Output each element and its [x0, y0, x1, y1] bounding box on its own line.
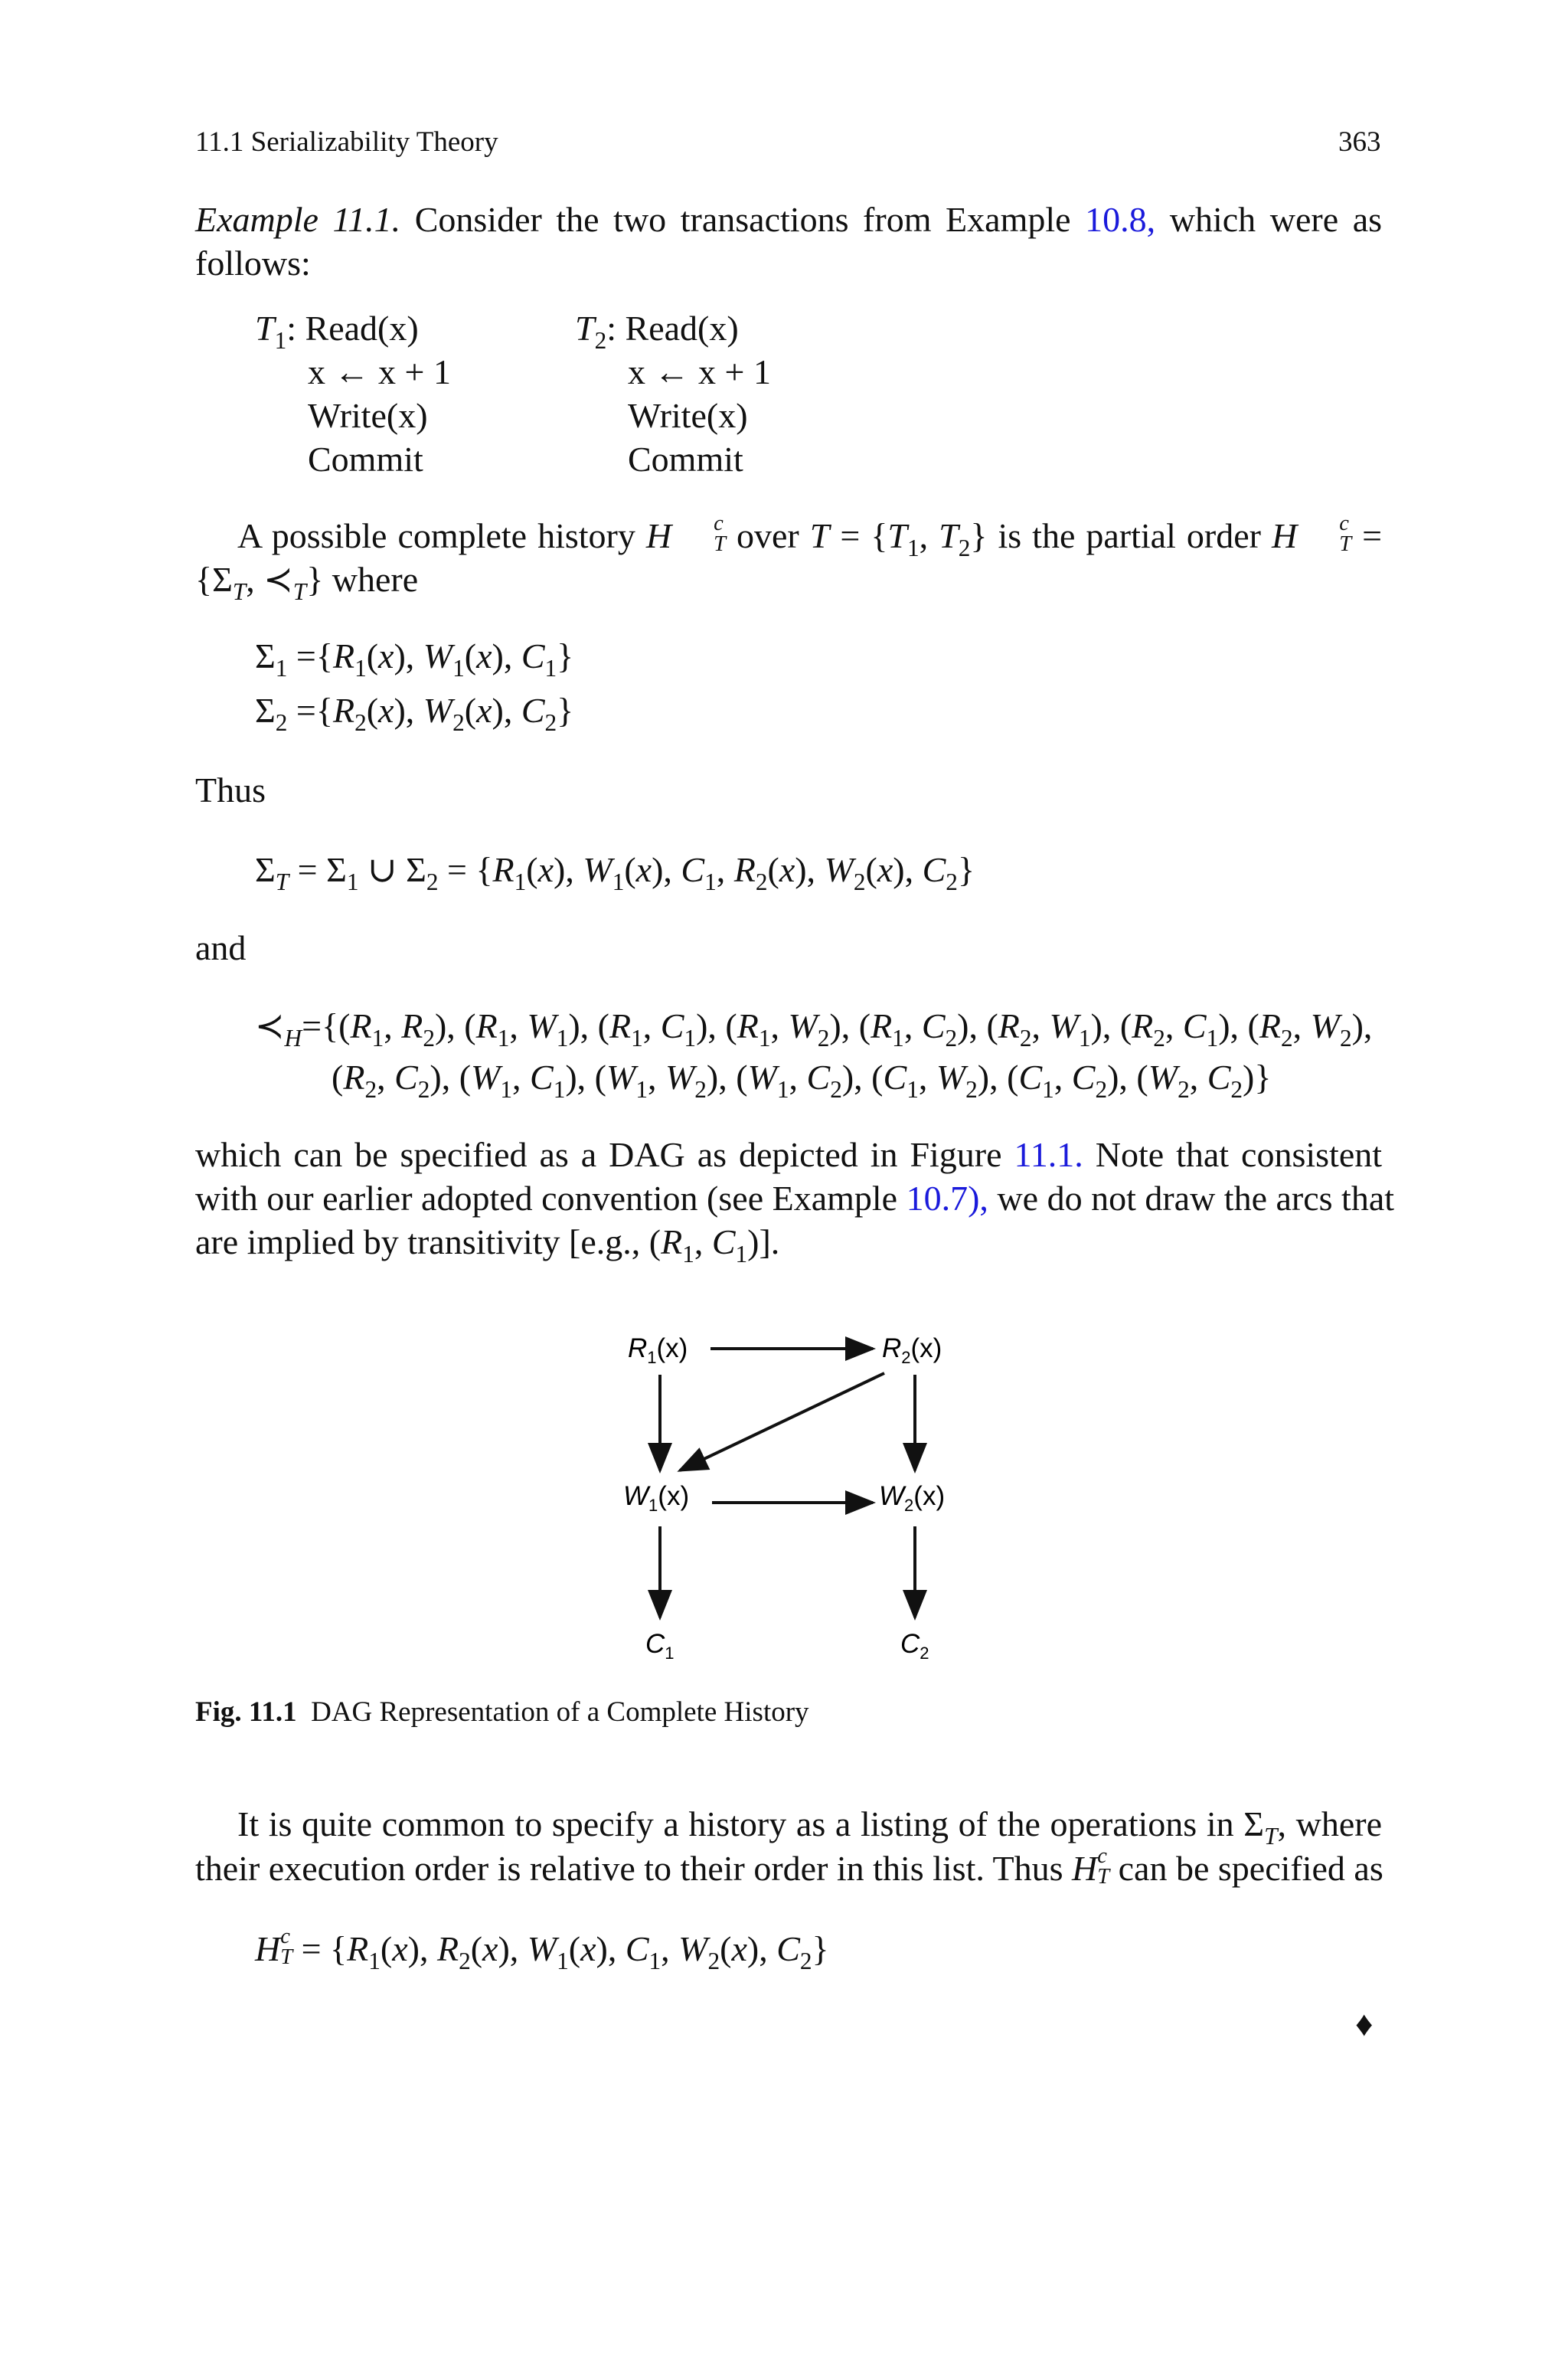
t2-line-write: Write(x) [628, 396, 748, 435]
example-intro-text: Consider the two transactions from Example [414, 200, 1071, 239]
running-header-section: 11.1 Serializability Theory [195, 126, 498, 158]
t1-line-read: Read(x) [305, 309, 419, 348]
node-r2: $R_2(x)$ [882, 1333, 942, 1367]
paragraph-3: It is quite common to specify a history as a listing of the operations in $\Sigma_T$, where their execution order is relative to their order in this list. Thus H c T can be specified as [195, 1804, 1383, 1889]
sigma-2-definition: $\Sigma_2 =\{R_2(x)$, $W_2(x)$, $C_2$} [255, 691, 574, 736]
para2-text-f: ]. [759, 1222, 780, 1261]
node-w2: $W_2(x)$ [879, 1481, 946, 1515]
figure-caption-text: DAG Representation of a Complete History [311, 1696, 809, 1728]
para3-text-a: It is quite common to specify a history as a listing of the operations in [237, 1804, 1234, 1843]
paragraph-1: A possible complete history H c T over $T = \{T_1$, $T_2$} is the partial order H c T = {$\Sigma_T$, $≺_T$} where [195, 512, 1383, 605]
t2-index: 2 [594, 326, 607, 354]
figure-caption-label: Fig. 11.1 [195, 1696, 297, 1728]
precedence-line2: ($R_2$, $C_2$), ($W_1$, $C_1$), ($W_1$, $W_2$), ($W_1$, $C_2$), ($C_1$, $W_2$), ($C_1$, $C_2$), ($W_2$, $C_2$)} [332, 1058, 1272, 1103]
thus-label: Thus [195, 770, 266, 810]
t2-name: T [575, 309, 595, 348]
t1-line-write: Write(x) [308, 396, 428, 435]
para2-text-e: are implied by transitivity [e.g., [195, 1222, 641, 1261]
edge-r2-w1 [680, 1373, 884, 1470]
node-r1: $R_1(x)$ [628, 1333, 688, 1367]
t1-index: 1 [274, 326, 287, 354]
para1-where: where [332, 559, 419, 599]
node-c2: $C_2$ [900, 1629, 929, 1663]
history-listing-equation: H c T = {$R_1(x)$, $R_2(x)$, $W_1(x)$, $C_1$, $W_2(x)$, $C_2$} [255, 1925, 829, 1974]
transaction-t2: $T_2$: Read(x) x ← x + 1 Write(x) Commit [575, 306, 771, 481]
example-label: Example 11.1. [195, 200, 401, 239]
para3-text-c: their execution order is relative to their order in this list. Thus [195, 1848, 1063, 1888]
para1-text-c: is the partial order [998, 515, 1261, 555]
and-label: and [195, 928, 247, 967]
para1-text-b: over [737, 515, 799, 555]
end-of-example-diamond-icon: ♦ [1355, 2004, 1374, 2043]
para2-text-a: which can be specified as a DAG as depicted in Figure [195, 1135, 1002, 1174]
figure-ref-link[interactable]: 11.1. [1014, 1135, 1083, 1174]
example-intro-line2: follows: [195, 244, 311, 283]
t1-line-commit: Commit [308, 440, 423, 479]
example-10-7-link[interactable]: 10.7), [906, 1179, 988, 1218]
para2-text-c: with our earlier adopted convention (see Example [195, 1179, 898, 1218]
node-c1: $C_1$ [645, 1629, 675, 1663]
t1-line-increment: x ← x + 1 [308, 352, 451, 391]
sigma-t-equation: $\Sigma_T = \Sigma_1$ ∪ $\Sigma_2 = \{R_1(x)$, $W_1(x)$, $C_1$, $R_2(x)$, $W_2(x)$, $C_2$} [255, 850, 975, 895]
example-intro-tail: which were as [1169, 200, 1383, 239]
para2-text-d: we do not draw the arcs that [997, 1179, 1395, 1218]
t2-line-commit: Commit [628, 440, 743, 479]
t2-line-read: Read(x) [625, 309, 739, 348]
t1-name: T [255, 309, 275, 348]
transaction-t1: $T_1$: Read(x) x ← x + 1 Write(x) Commit [255, 306, 451, 481]
para3-text-d: can be specified as [1118, 1848, 1383, 1888]
paragraph-2: which can be specified as a DAG as depicted in Figure 11.1. Note that consistent with our earlier adopted convention (see Example 10.7), we do not draw the arcs that are implied by transitivity [e.g., ($R_1$, $C_1$)]. [195, 1135, 1395, 1268]
precedence-line1: $≺_H=\{(R_1$, $R_2$), ($R_1$, $W_1$), ($R_1$, $C_1$), ($R_1$, $W_2$), ($R_1$, $C_2$), ($R_2$, $W_1$), ($R_2$, $C_1$), ($R_2$, $W_2$), [255, 1006, 1373, 1052]
para1-text-a: A possible complete history [237, 515, 635, 555]
t2-line-increment: x ← x + 1 [628, 352, 771, 391]
sigma-1-definition: $\Sigma_1 =\{R_1(x)$, $W_1(x)$, $C_1$} [255, 636, 574, 682]
para2-text-b: Note that consistent [1095, 1135, 1383, 1174]
node-w1: $W_1(x)$ [623, 1481, 690, 1515]
figure-caption [195, 1696, 809, 1729]
page-number: 363 [1338, 126, 1381, 158]
para3-text-b: , where [1277, 1804, 1382, 1843]
example-ref-link[interactable]: 10.8, [1085, 200, 1156, 239]
